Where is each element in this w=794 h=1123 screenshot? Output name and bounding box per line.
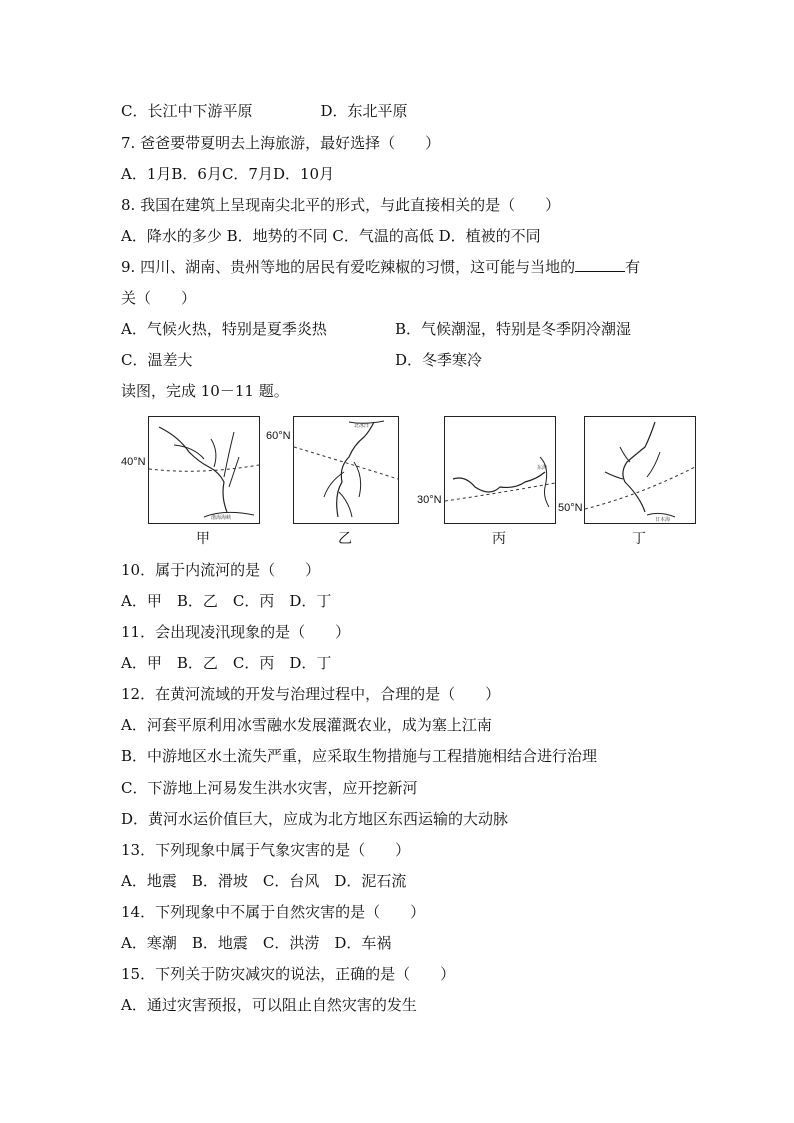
question-11-options: A．甲 B．乙 C．丙 D．丁 bbox=[121, 654, 332, 672]
lat-label-yi: 60°N bbox=[266, 430, 291, 442]
lat-label-bing: 30°N bbox=[417, 494, 442, 506]
lat-label-ding: 50°N bbox=[558, 502, 583, 514]
caption-bing: 丙 bbox=[492, 531, 506, 547]
question-10-options: A．甲 B．乙 C．丙 D．丁 bbox=[121, 592, 332, 610]
question-15: 15．下列关于防灾减灾的说法，正确的是（ ） bbox=[121, 965, 456, 983]
map-bing-drawing bbox=[445, 417, 555, 523]
question-11: 11．会出现凌汛现象的是（ ） bbox=[121, 623, 351, 641]
read-instruction: 读图，完成 10－11 题。 bbox=[121, 382, 289, 400]
question-9-options-ab bbox=[121, 319, 631, 339]
question-12: 12．在黄河流域的开发与治理过程中，合理的是（ ） bbox=[121, 685, 501, 703]
question-15-option-a: A．通过灾害预报，可以阻止自然灾害的发生 bbox=[121, 996, 417, 1014]
option-c: C．温差大 bbox=[121, 351, 193, 369]
question-8: 8. 我国在建筑上呈现南尖北平的形式，与此直接相关的是（ ） bbox=[121, 196, 561, 214]
tiny-label: 北冰洋 bbox=[354, 423, 370, 429]
caption-yi: 乙 bbox=[338, 531, 352, 547]
question-13: 13．下列现象中属于气象灾害的是（ ） bbox=[121, 841, 411, 859]
option-d: D．冬季寒冷 bbox=[395, 351, 483, 369]
question-8-options: A．降水的多少 B．地势的不同 C．气温的高低 D．植被的不同 bbox=[121, 227, 541, 245]
question-12-option-a: A．河套平原利用冰雪融水发展灌溉农业，成为塞上江南 bbox=[121, 716, 492, 734]
option-d: D．东北平原 bbox=[320, 102, 408, 120]
caption-ding: 丁 bbox=[632, 531, 646, 547]
question-14-options: A．寒潮 B．地震 C．洪涝 D．车祸 bbox=[121, 934, 392, 952]
map-jia-drawing bbox=[149, 417, 259, 523]
option-b: B．气候潮湿，特别是冬季阴冷潮湿 bbox=[395, 320, 632, 338]
question-9-tail: 有 bbox=[625, 258, 641, 276]
question-7-options: A．1月B．6月C．7月D．10月 bbox=[121, 165, 335, 183]
question-12-option-b: B．中游地区水土流失严重，应采取生物措施与工程措施相结合进行治理 bbox=[121, 747, 598, 765]
tiny-label: 渤海海峡 bbox=[211, 515, 232, 521]
map-yi bbox=[293, 416, 399, 524]
option-c: C．长江中下游平原 bbox=[121, 102, 253, 120]
map-ding-drawing bbox=[585, 417, 695, 523]
answer-blank bbox=[575, 257, 625, 272]
caption-jia: 甲 bbox=[196, 531, 210, 547]
question-9 bbox=[121, 257, 640, 277]
question-14: 14．下列现象中不属于自然灾害的是（ ） bbox=[121, 903, 426, 921]
tiny-label: 日本海 bbox=[655, 517, 671, 523]
tiny-label: 东海 bbox=[537, 465, 548, 471]
question-12-option-c: C．下游地上河易发生洪水灾害，应开挖新河 bbox=[121, 779, 418, 797]
lat-label-jia: 40°N bbox=[121, 456, 146, 468]
map-bing bbox=[444, 416, 556, 524]
question-9-options-cd bbox=[121, 350, 482, 370]
question-9-text: 9. 四川、湖南、贵州等地的居民有爱吃辣椒的习惯，这可能与当地的 bbox=[121, 258, 576, 276]
map-yi-drawing bbox=[294, 417, 398, 523]
question-6-options-cd bbox=[121, 101, 408, 121]
option-a: A．气候火热，特别是夏季炎热 bbox=[121, 320, 327, 338]
river-maps-figure bbox=[121, 410, 701, 550]
question-12-option-d: D．黄河水运价值巨大，应成为北方地区东西运输的大动脉 bbox=[121, 810, 509, 828]
map-ding bbox=[584, 416, 696, 524]
map-jia bbox=[148, 416, 260, 524]
question-13-options: A．地震 B．滑坡 C．台风 D．泥石流 bbox=[121, 872, 407, 890]
question-10: 10．属于内流河的是（ ） bbox=[121, 561, 321, 579]
question-9-continued: 关（ ） bbox=[121, 289, 197, 307]
question-7: 7. 爸爸要带夏明去上海旅游，最好选择（ ） bbox=[121, 134, 441, 152]
